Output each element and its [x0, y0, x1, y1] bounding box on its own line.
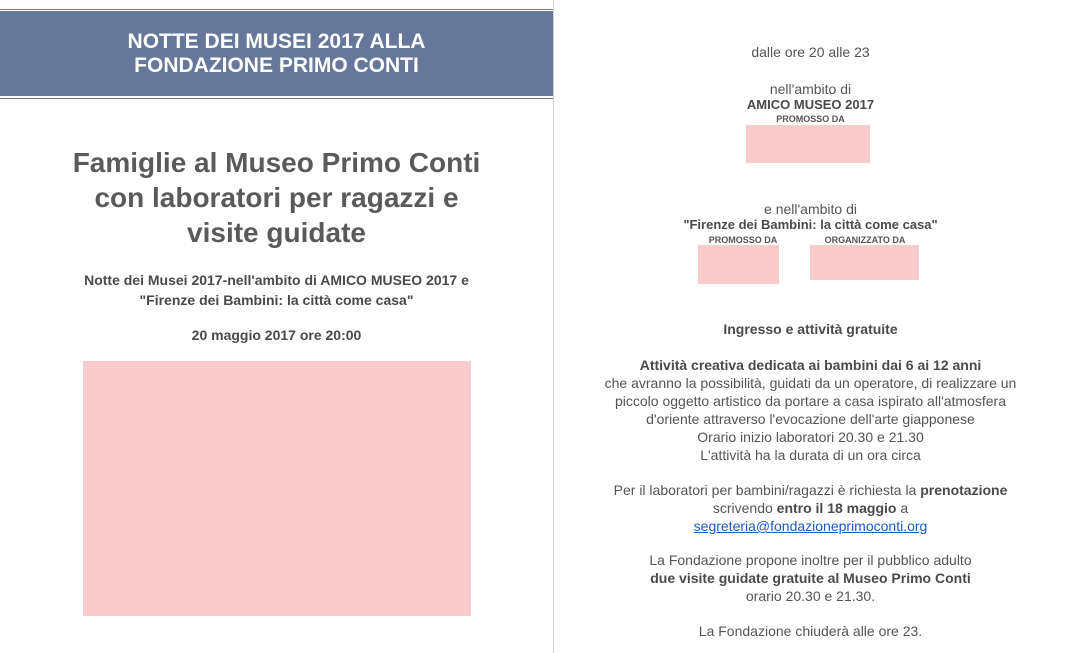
- adult-line-2: due visite guidate gratuite al Museo Primo Conti: [650, 570, 971, 586]
- amico-name: AMICO MUSEO 2017: [746, 97, 875, 112]
- activity-heading: Attività creativa dedicata ai bambini dai 6 ai 12 anni: [639, 357, 982, 373]
- organizer-logo-placeholder: [810, 245, 919, 280]
- header-banner: [0, 11, 553, 96]
- activity-line-2: piccolo oggetto artistico da portare a casa ispirato all'atmosfera: [615, 393, 1006, 409]
- firenze-promoted-label: PROMOSSO DA: [708, 235, 778, 245]
- firenze-intro: e nell'ambito di: [764, 201, 857, 217]
- title-line-1: Famiglie al Museo Primo Conti: [72, 147, 481, 178]
- banner-bottom-rule: [0, 98, 553, 99]
- right-page: [554, 0, 1067, 653]
- banner-line-2: FONDAZIONE PRIMO CONTI: [134, 53, 419, 77]
- title-line-2: con laboratori per ragazzi e: [94, 182, 459, 213]
- event-date: 20 maggio 2017 ore 20:00: [191, 327, 362, 343]
- promoter-logo-placeholder: [698, 245, 779, 284]
- firenze-organized-label: ORGANIZZATO DA: [824, 235, 906, 245]
- event-image-placeholder: [83, 361, 471, 616]
- amico-promoted-label: PROMOSSO DA: [776, 114, 845, 124]
- booking-line-1: [554, 481, 1067, 499]
- activity-line-3: d'oriente attraverso l'evocazione dell'arte giapponese: [646, 411, 975, 427]
- adult-line-3: orario 20.30 e 21.30.: [745, 588, 876, 604]
- booking-email-link[interactable]: segreteria@fondazioneprimoconti.org: [693, 518, 928, 534]
- subtitle-line-1: Notte dei Musei 2017-nell'ambito di AMICO MUSEO 2017 e: [84, 272, 469, 288]
- event-subtitle: [30, 270, 523, 310]
- subtitle-line-2: "Firenze dei Bambini: la città come casa": [139, 292, 414, 308]
- activity-line-1: che avranno la possibilità, guidati da un operatore, di realizzare un: [604, 375, 1017, 391]
- booking-text-2: scrivendo: [712, 500, 777, 516]
- firenze-name: "Firenze dei Bambini: la città come casa": [683, 217, 938, 232]
- activity-line-5: L'attività ha la durata di un ora circa: [700, 447, 921, 463]
- adult-line-1: La Fondazione propone inoltre per il pubblico adulto: [649, 552, 972, 568]
- booking-line-3: [554, 517, 1067, 535]
- booking-text-3: a: [896, 500, 909, 516]
- page-title: [30, 145, 523, 250]
- booking-required: prenotazione: [920, 482, 1008, 498]
- booking-deadline: entro il 18 maggio: [776, 500, 897, 516]
- top-rule: [0, 9, 553, 10]
- amico-logo-placeholder: [746, 125, 870, 163]
- amico-intro: nell'ambito di: [769, 81, 852, 97]
- title-line-3: visite guidate: [187, 217, 366, 248]
- event-hours: dalle ore 20 alle 23: [751, 44, 870, 60]
- closing-note: La Fondazione chiuderà alle ore 23.: [698, 623, 923, 639]
- free-entry: Ingresso e attività gratuite: [723, 321, 898, 337]
- booking-text-1: Per il laboratori per bambini/ragazzi è richiesta la: [613, 482, 921, 498]
- booking-line-2: [554, 499, 1067, 517]
- banner-line-1: NOTTE DEI MUSEI 2017 ALLA: [127, 29, 426, 53]
- activity-line-4: Orario inizio laboratori 20.30 e 21.30: [697, 429, 924, 445]
